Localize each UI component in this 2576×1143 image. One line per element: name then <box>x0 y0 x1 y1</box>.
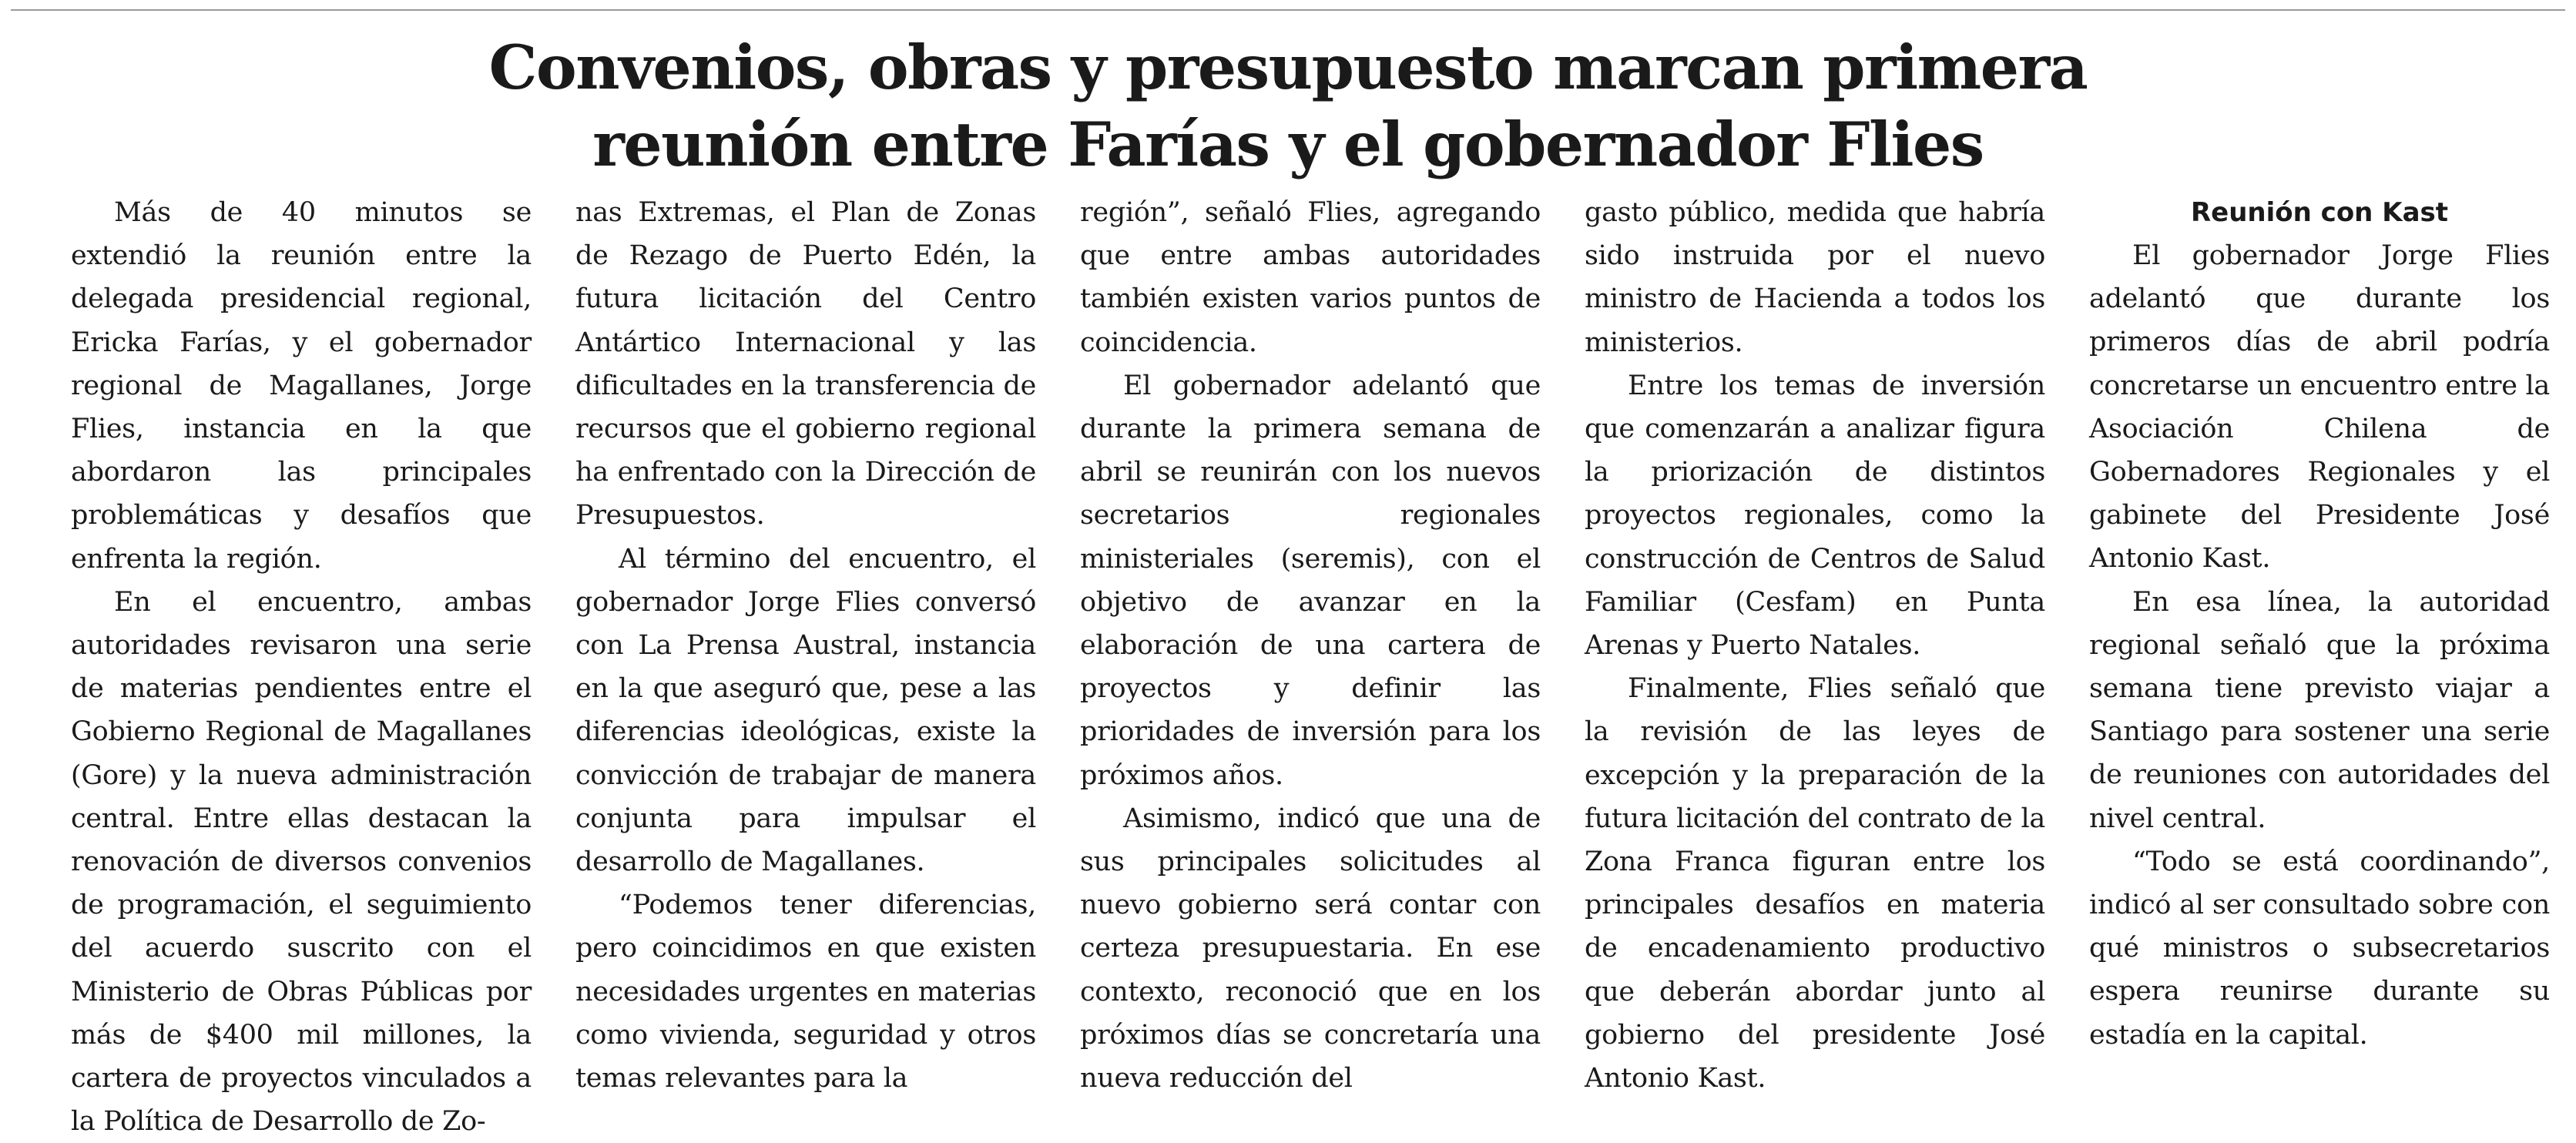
paragraph: En el encuentro, ambas autoridades revisaron una serie de materias pendientes entre el Gobierno Regional de Magallanes (Gore) y la nueva administración central. Entre ellas destacan la renovación de diversos convenios de programación, el seguimiento del acuerdo suscrito con el Ministerio de Obras Públicas por más de $400 mil millones, la cartera de proyectos vinculados a la Política de Desarrollo de Zo- <box>71 586 532 1138</box>
paragraph: Entre los temas de inversión que comenzarán a analizar figura la priorización de distintos proyectos regionales, como la construcción de Centros de Salud Familiar (Cesfam) en Punta Arenas y Puerto Natales. <box>1585 370 2045 662</box>
paragraph: “Podemos tener diferencias, pero coincidimos en que existen necesidades urgentes en materias como vivienda, seguridad y otros temas relevantes para la <box>575 890 1036 1094</box>
article-body <box>71 191 2551 1138</box>
subheading: Reunión con Kast <box>2190 197 2449 228</box>
paragraph: El gobernador Jorge Flies adelantó que durante los primeros días de abril podría concretarse un encuentro entre la Asociación Chilena de Gobernadores Regionales y el gabinete del Presidente José Antonio Kast. <box>2089 240 2550 575</box>
paragraph: En esa línea, la autoridad regional señaló que la próxima semana tiene previsto viajar a Santiago para sostener una serie de reuniones con autoridades del nivel central. <box>2089 586 2550 834</box>
paragraph-continuation: nas Extremas, el Plan de Zonas de Rezago de Puerto Edén, la futura licitación del Centro Antártico Internacional y las dificultades en la transferencia de recursos que el gobierno regional ha enfrentado con la Dirección de Presupuestos. <box>575 197 1036 531</box>
paragraph-continuation: región”, señaló Flies, agregando que entre ambas autoridades también existen varios puntos de coincidencia. <box>1080 197 1541 358</box>
column-2 <box>575 191 1036 1143</box>
paragraph-continuation: gasto público, medida que habría sido instruida por el nuevo ministro de Hacienda a todos los ministerios. <box>1585 197 2045 358</box>
paragraph: Al término del encuentro, el gobernador Jorge Flies conversó con La Prensa Austral, instancia en la que aseguró que, pese a las diferencias ideológicas, existe la convicción de trabajar de manera conjunta para impulsar el desarrollo de Magallanes. <box>575 543 1036 878</box>
paragraph: Más de 40 minutos se extendió la reunión entre la delegada presidencial regional, Ericka Farías, y el gobernador regional de Magallanes, Jorge Flies, instancia en la que abordaron las principales problemáticas y desafíos que enfrenta la región. <box>71 197 532 575</box>
paragraph: El gobernador adelantó que durante la primera semana de abril se reunirán con los nuevos secretarios regionales ministeriales (seremis), con el objetivo de avanzar en la elaboración de una cartera de proyectos y definir las prioridades de inversión para los próximos años. <box>1080 370 1541 791</box>
column-1 <box>71 191 532 1143</box>
column-5 <box>2089 191 2550 1143</box>
headline <box>0 29 2576 183</box>
headline-line-1: Convenios, obras y presupuesto marcan primera <box>488 32 2088 103</box>
headline-line-2: reunión entre Farías y el gobernador Flies <box>592 109 1984 180</box>
column-3 <box>1080 191 1541 1143</box>
paragraph: “Todo se está coordinando”, indicó al ser consultado sobre con qué ministros o subsecretarios espera reunirse durante su estadía en la capital. <box>2089 846 2550 1051</box>
paragraph: Finalmente, Flies señaló que la revisión de las leyes de excepción y la preparación de la futura licitación del contrato de la Zona Franca figuran entre los principales desafíos en materia de encadenamiento productivo que deberán abordar junto al gobierno del presidente José Antonio Kast. <box>1585 673 2045 1094</box>
column-4 <box>1585 191 2045 1143</box>
paragraph: Asimismo, indicó que una de sus principales solicitudes al nuevo gobierno será contar con certeza presupuestaria. En ese contexto, reconoció que en los próximos días se concretaría una nueva reducción del <box>1080 803 1541 1094</box>
top-rule <box>11 9 2565 11</box>
